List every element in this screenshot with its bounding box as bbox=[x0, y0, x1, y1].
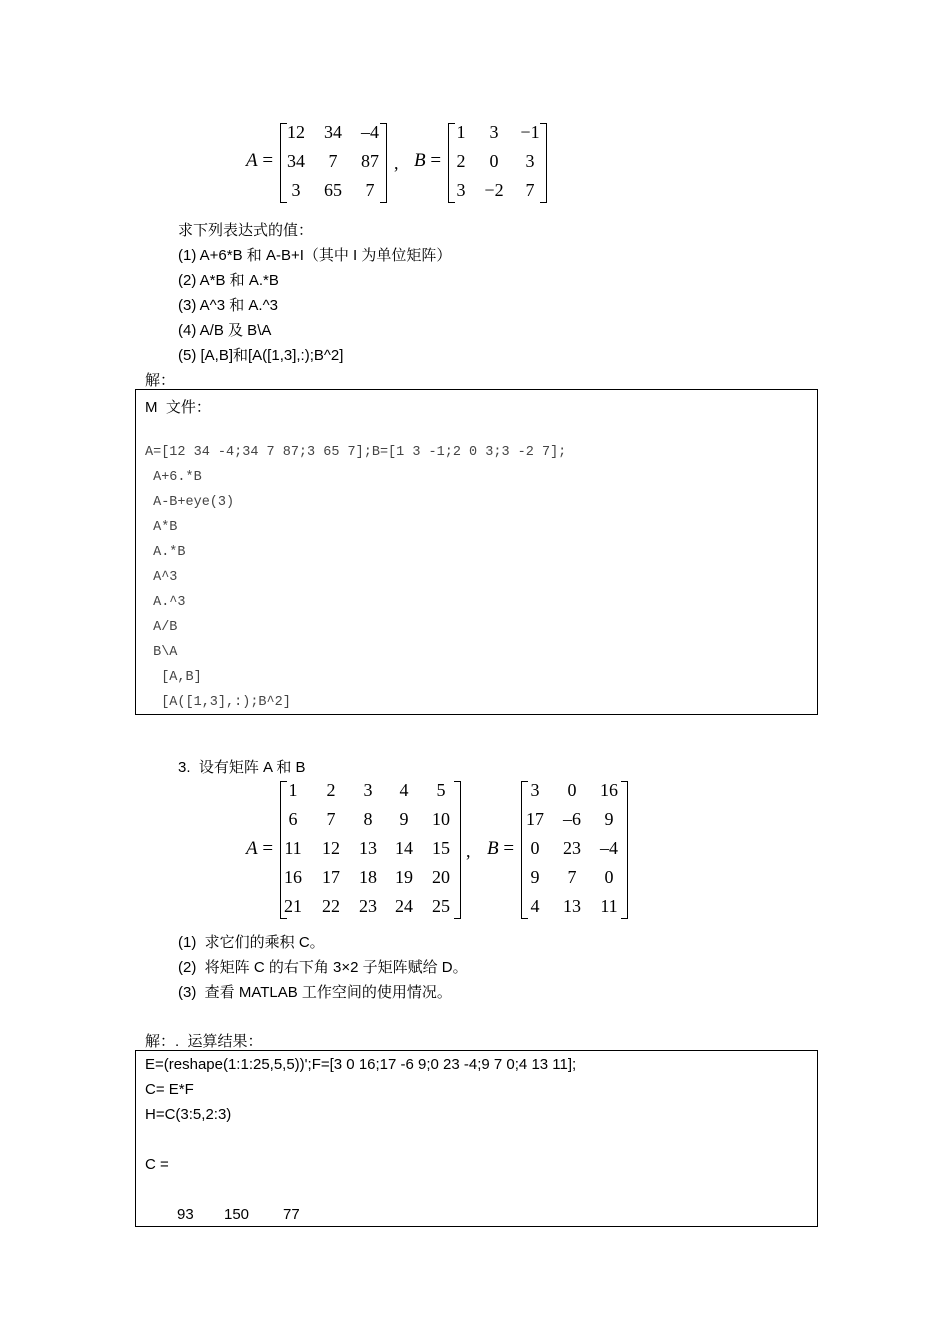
matrix-cell: 11 bbox=[600, 896, 618, 916]
matrix-cell: 34 bbox=[287, 151, 305, 171]
matrix-cell: –4 bbox=[600, 838, 618, 858]
matrix-cell: 23 bbox=[359, 896, 377, 916]
matrix-cell: −2 bbox=[484, 180, 504, 200]
matrix-cell: 3 bbox=[530, 780, 540, 800]
result-box bbox=[135, 1050, 818, 1227]
question-item: (1) 求它们的乘积 C。 bbox=[178, 934, 325, 951]
code-line: A*B bbox=[145, 520, 178, 535]
matrix-cell: 0 bbox=[604, 867, 614, 887]
matrix-cell: 3 bbox=[525, 151, 535, 171]
question-item: (4) A/B 及 B\A bbox=[178, 322, 272, 339]
code-line: A.^3 bbox=[145, 595, 186, 610]
matrix-cell: −1 bbox=[520, 122, 540, 142]
matrix-cell: 16 bbox=[284, 867, 302, 887]
matrix-cell: 9 bbox=[530, 867, 540, 887]
matrix-cell: 2 bbox=[326, 780, 336, 800]
code-box bbox=[135, 389, 818, 715]
question-item: (5) [A,B]和[A([1,3],:);B^2] bbox=[178, 347, 344, 364]
matrix-cell: 0 bbox=[489, 151, 499, 171]
matrix-cell: 23 bbox=[563, 838, 581, 858]
matrix-cell: 7 bbox=[326, 809, 336, 829]
code-line: B\A bbox=[145, 645, 178, 660]
result-value: 93 bbox=[177, 1206, 194, 1223]
code-line: A/B bbox=[145, 620, 178, 635]
matrix-cell: 4 bbox=[399, 780, 409, 800]
code-line: A+6.*B bbox=[145, 470, 202, 485]
question-item: (3) 查看 MATLAB 工作空间的使用情况。 bbox=[178, 984, 452, 1001]
matrix-cell: 7 bbox=[365, 180, 375, 200]
matrix-cell: 7 bbox=[567, 867, 577, 887]
problem3-title: 3. 设有矩阵 A 和 B bbox=[178, 759, 306, 776]
matrix-cell: 13 bbox=[563, 896, 581, 916]
matrix-cell: 7 bbox=[328, 151, 338, 171]
code-box-header: M 文件： bbox=[145, 399, 211, 416]
matrix-cell: 4 bbox=[530, 896, 540, 916]
matrix-cell: 3 bbox=[291, 180, 301, 200]
matrix-cell: –4 bbox=[361, 122, 379, 142]
matrix-cell: 17 bbox=[322, 867, 340, 887]
matrix-cell: 20 bbox=[432, 867, 450, 887]
question-item: (2) 将矩阵 C 的右下角 3×2 子矩阵赋给 D。 bbox=[178, 959, 468, 976]
matrix-cell: 0 bbox=[530, 838, 540, 858]
matrix-cell: 1 bbox=[288, 780, 298, 800]
matrix-separator: , bbox=[394, 153, 399, 173]
question-item: (2) A*B 和 A.*B bbox=[178, 272, 279, 289]
matrix-cell: 12 bbox=[287, 122, 305, 142]
code-line: [A,B] bbox=[145, 670, 202, 685]
matrix-cell: 3 bbox=[489, 122, 499, 142]
matrix-cell: 22 bbox=[322, 896, 340, 916]
matrix-cell: 1 bbox=[456, 122, 466, 142]
result-line: C = bbox=[145, 1156, 169, 1173]
matrix-cell: 10 bbox=[432, 809, 450, 829]
matrix-b-label: B = bbox=[414, 150, 442, 171]
matrix-b-label: B = bbox=[487, 838, 515, 859]
matrix-cell: 17 bbox=[526, 809, 544, 829]
result-line: H=C(3:5,2:3) bbox=[145, 1106, 232, 1123]
matrix-cell: 65 bbox=[324, 180, 342, 200]
result-line: E=(reshape(1:1:25,5,5))';F=[3 0 16;17 -6 9;0 23 -4;9 7 0;4 13 11]; bbox=[145, 1056, 577, 1073]
matrix-cell: 5 bbox=[436, 780, 446, 800]
question-item: (1) A+6*B 和 A-B+I（其中 I 为单位矩阵） bbox=[178, 247, 452, 264]
matrix-cell: 2 bbox=[456, 151, 466, 171]
matrix-cell: 13 bbox=[359, 838, 377, 858]
result-value: 77 bbox=[283, 1206, 300, 1223]
matrix-cell: 87 bbox=[361, 151, 379, 171]
matrix-cell: 12 bbox=[322, 838, 340, 858]
code-line: A=[12 34 -4;34 7 87;3 65 7];B=[1 3 -1;2 0 3;3 -2 7]; bbox=[145, 445, 567, 460]
prompt-text: 求下列表达式的值： bbox=[178, 222, 314, 239]
code-line: A.*B bbox=[145, 545, 186, 560]
matrix-cell: 21 bbox=[284, 896, 302, 916]
matrix-cell: –6 bbox=[563, 809, 581, 829]
question-item: (3) A^3 和 A.^3 bbox=[178, 297, 278, 314]
solution-label: 解： bbox=[145, 372, 176, 389]
matrix-cell: 9 bbox=[604, 809, 614, 829]
code-line: [A([1,3],:);B^2] bbox=[145, 695, 291, 710]
matrix-cell: 19 bbox=[395, 867, 413, 887]
matrix-cell: 15 bbox=[432, 838, 450, 858]
matrix-cell: 14 bbox=[395, 838, 413, 858]
result-value: 150 bbox=[224, 1206, 250, 1223]
matrix-cell: 8 bbox=[363, 809, 373, 829]
matrix-cell: 3 bbox=[363, 780, 373, 800]
solution-label: 解：. 运算结果： bbox=[145, 1033, 263, 1050]
matrix-cell: 18 bbox=[359, 867, 377, 887]
matrix-cell: 24 bbox=[395, 896, 413, 916]
result-line: C= E*F bbox=[145, 1081, 194, 1098]
matrix-cell: 6 bbox=[288, 809, 298, 829]
matrix-cell: 0 bbox=[567, 780, 577, 800]
matrix-cell: 7 bbox=[525, 180, 535, 200]
matrix-a-label: A = bbox=[246, 838, 274, 859]
matrix-cell: 16 bbox=[600, 780, 618, 800]
matrix-cell: 9 bbox=[399, 809, 409, 829]
matrix-cell: 3 bbox=[456, 180, 466, 200]
matrix-cell: 25 bbox=[432, 896, 450, 916]
matrix-a-label: A = bbox=[246, 150, 274, 171]
matrix-separator: , bbox=[466, 841, 471, 861]
matrix-cell: 11 bbox=[284, 838, 302, 858]
code-line: A^3 bbox=[145, 570, 178, 585]
matrix-cell: 34 bbox=[324, 122, 342, 142]
code-line: A-B+eye(3) bbox=[145, 495, 235, 510]
